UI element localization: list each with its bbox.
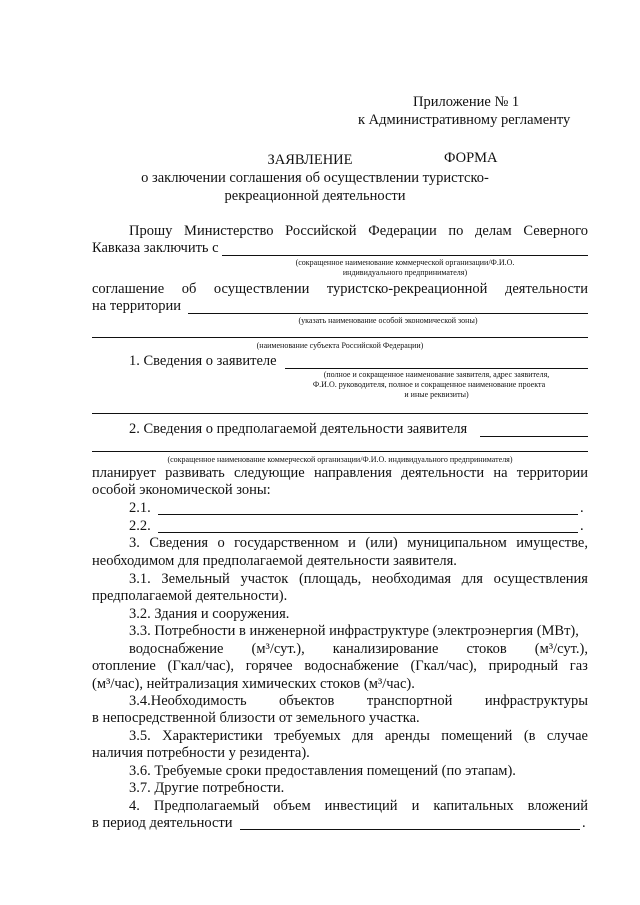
word: вложений [527, 798, 588, 814]
direction-item-2-blank[interactable] [158, 532, 578, 533]
word: Федерации [368, 223, 437, 239]
request-line-1 [129, 223, 588, 240]
word: планирует [92, 465, 156, 481]
word: 3.5. [129, 728, 151, 744]
word: Характеристики [162, 728, 263, 744]
word: инвестиций [324, 798, 398, 814]
applicant-info-blank-2[interactable] [92, 413, 588, 414]
title-subline-1: о заключении соглашения об осуществлении туристско- [141, 170, 489, 186]
activity-info-blank-2[interactable] [92, 451, 588, 452]
section-3-3-line-3 [92, 658, 588, 675]
word: муниципальном [407, 535, 507, 551]
word: соглашение [92, 281, 165, 297]
word: транспортной [366, 693, 453, 709]
caption-federal-subject: (наименование субъекта Российской Федерации) [256, 341, 424, 350]
word: капитальных [433, 798, 514, 814]
caption-economic-zone: (указать наименование особой экономической зоны) [298, 316, 478, 325]
title-subline-2: рекреационной деятельности [224, 188, 406, 204]
caption-applicant-3: и иные реквизиты) [404, 390, 469, 399]
section-3-7: 3.7. Другие потребности. [129, 780, 285, 796]
word: деятельности [504, 281, 588, 297]
section-3-3-line-4: (м³/час), нейтрализация химических стоков (м³/час). [92, 676, 415, 692]
word: Земельный [161, 571, 230, 587]
section-4-line-1 [129, 798, 588, 815]
word: отопление [92, 658, 156, 674]
appendix-label: Приложение № 1 [413, 94, 520, 110]
word: природный [488, 658, 559, 674]
word: по [448, 223, 464, 239]
section-3-4-line-2: в непосредственной близости от земельного участка. [92, 710, 420, 726]
section-3-5-line-2: наличия потребности у резидента). [92, 745, 310, 761]
section-3-3-line-2 [129, 641, 588, 658]
word: Российской [285, 223, 357, 239]
word: туристско-рекреационной [326, 281, 488, 297]
word: (м³/сут.), [251, 641, 305, 657]
word: инфраструктуры [484, 693, 588, 709]
section-3-2: 3.2. Здания и сооружения. [129, 606, 290, 622]
word: Прошу [129, 223, 173, 239]
word: делам [475, 223, 512, 239]
word: развивать [165, 465, 225, 481]
direction-item-1-label: 2.1. [129, 500, 151, 516]
caption-applicant-2: Ф.И.О. руководителя, полное и сокращенное наименование проекта [312, 380, 546, 389]
applicant-info-blank[interactable] [285, 368, 588, 369]
word: водоснабжение [304, 658, 399, 674]
direction-item-2-end: . [580, 518, 584, 534]
request-line-2: Кавказа заключить с [92, 240, 219, 256]
section-4-line-2: в период деятельности [92, 815, 233, 831]
word: горячее [245, 658, 293, 674]
request-line-4: на территории [92, 298, 182, 314]
activity-info-blank[interactable] [480, 436, 588, 437]
word: 3.4.Необходимость [129, 693, 247, 709]
word: водоснабжение [129, 641, 224, 657]
word: о [217, 535, 225, 551]
word: аренды [384, 728, 430, 744]
plans-line-1 [92, 465, 588, 482]
word: помещений [441, 728, 513, 744]
direction-item-2-label: 2.2. [129, 518, 151, 534]
word: 4. [129, 798, 140, 814]
direction-item-1-blank[interactable] [158, 514, 578, 515]
plans-line-2: особой экономической зоны: [92, 482, 271, 498]
word: 3. [129, 535, 140, 551]
word: Сведения [149, 535, 209, 551]
word: участок [240, 571, 289, 587]
word: требуемых [274, 728, 341, 744]
form-label: ФОРМА [444, 150, 498, 166]
word: следующие [233, 465, 305, 481]
word: для [352, 728, 374, 744]
section-3-4-line-1 [129, 693, 588, 710]
federal-subject-blank[interactable] [92, 337, 588, 338]
word: на [493, 465, 508, 481]
word: случае [546, 728, 588, 744]
word: осуществлении [213, 281, 310, 297]
word: (или) [365, 535, 398, 551]
word: и [348, 535, 356, 551]
word: осуществления [493, 571, 588, 587]
caption-activity: (сокращенное наименование коммерческой организации/Ф.И.О. индивидуального предпринимателя) [167, 455, 513, 464]
word: (Гкал/час), [410, 658, 477, 674]
word: имуществе, [516, 535, 588, 551]
word: (площадь, [298, 571, 362, 587]
section-1-label: 1. Сведения о заявителе [129, 353, 277, 369]
word: стоков [466, 641, 507, 657]
word: канализирование [332, 641, 439, 657]
word: (Гкал/час), [167, 658, 235, 674]
caption-applicant-1: (полное и сокращенное наименование заявителя, адрес заявителя, [323, 370, 550, 379]
direction-item-1-end: . [580, 500, 584, 516]
section-3-1-line-1 [129, 571, 588, 588]
request-line-3 [92, 281, 588, 298]
word: Северного [523, 223, 588, 239]
caption-organization-2: индивидуального предпринимателя) [342, 268, 468, 277]
word: территории [516, 465, 588, 481]
word: Предполагаемый [153, 798, 260, 814]
word: об [181, 281, 197, 297]
word: государственном [234, 535, 339, 551]
document-title: ЗАЯВЛЕНИЕ [267, 152, 353, 168]
section-4-end: . [582, 815, 586, 831]
word: для [461, 571, 483, 587]
section-3-3-line-1: 3.3. Потребности в инженерной инфраструктуре (электроэнергия (МВт), [129, 623, 579, 639]
word: деятельности [401, 465, 485, 481]
word: Министерство [184, 223, 274, 239]
regulation-reference: к Административному регламенту [358, 112, 571, 128]
caption-organization-1: (сокращенное наименование коммерческой организации/Ф.И.О. [295, 258, 515, 267]
word: 3.1. [129, 571, 151, 587]
section-2-label: 2. Сведения о предполагаемой деятельности заявителя [129, 421, 468, 437]
word: объектов [279, 693, 335, 709]
section-3-line-1 [129, 535, 588, 552]
word: (м³/сут.), [534, 641, 588, 657]
section-3-5-line-1 [129, 728, 588, 745]
word: объем [273, 798, 311, 814]
word: и [411, 798, 420, 814]
word: направления [313, 465, 392, 481]
economic-zone-blank[interactable] [188, 313, 588, 314]
section-3-1-line-2: предполагаемой деятельности). [92, 588, 288, 604]
word: необходимая [371, 571, 452, 587]
section-3-line-2: необходимом для предполагаемой деятельности заявителя. [92, 553, 457, 569]
organization-name-blank[interactable] [222, 255, 588, 256]
word: газ [569, 658, 588, 674]
investment-volume-blank[interactable] [240, 829, 580, 830]
section-3-6: 3.6. Требуемые сроки предоставления помещений (по этапам). [129, 763, 516, 779]
word: (в [523, 728, 536, 744]
